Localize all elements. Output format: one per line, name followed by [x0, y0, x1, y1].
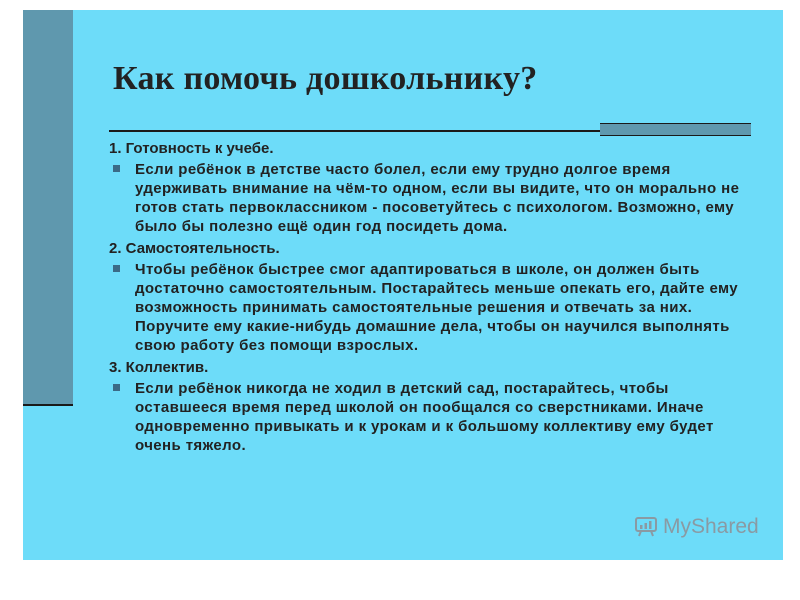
bullet-independence	[109, 260, 759, 355]
title-accent-bar	[600, 123, 751, 136]
section-heading-independence: 2. Самостоятельность.	[109, 240, 280, 257]
left-bar-divider	[23, 404, 73, 406]
left-accent-bar	[23, 10, 73, 405]
watermark-text: MyShared	[663, 515, 759, 538]
square-bullet-icon	[113, 265, 120, 272]
presentation-board-icon	[635, 517, 657, 537]
myshared-watermark	[635, 515, 759, 539]
slide-title: Как помочь дошкольнику?	[113, 60, 538, 97]
bullet-text: Если ребёнок никогда не ходил в детский сад, постарайтесь, чтобы оставшееся время перед школой он пообщался со сверстниками. Иначе одновременно привыкать и к урокам и к большому коллективу ему будет очень тяжело.	[135, 380, 714, 454]
bullet-text: Если ребёнок в детстве часто болел, если ему трудно долгое время удерживать внимание на чём-то одном, если вы видите, что он морально не готов стать первоклассником - посоветуйтесь с психологом. Возможно, ему было бы полезно ещё один год посидеть дома.	[135, 161, 740, 235]
square-bullet-icon	[113, 384, 120, 391]
section-heading-readiness: 1. Готовность к учебе.	[109, 140, 274, 157]
square-bullet-icon	[113, 165, 120, 172]
bullet-text: Чтобы ребёнок быстрее смог адаптироваться в школе, он должен быть достаточно самостоятельным. Постарайтесь меньше опекать его, дайте ему возможность принимать самостоятельные решения и отвечать за них. Поручите ему какие-нибудь домашние дела, чтобы он научился выполнять свою работу без помощи взрослых.	[135, 261, 739, 354]
bullet-readiness	[109, 160, 759, 236]
slide-content	[109, 138, 759, 457]
slide	[23, 10, 783, 560]
bullet-collective	[109, 379, 759, 455]
section-heading-collective: 3. Коллектив.	[109, 359, 209, 376]
